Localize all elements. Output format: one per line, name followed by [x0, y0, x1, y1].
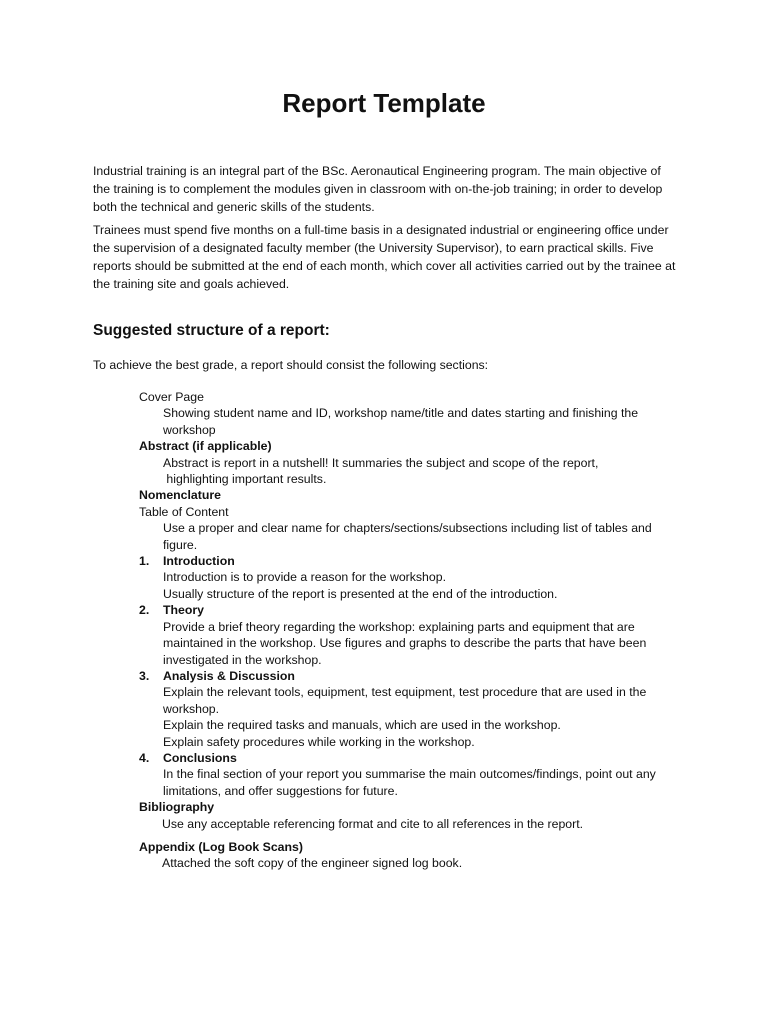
intro-paragraph-2: Trainees must spend five months on a full-time basis in a designated industrial or engineering office under the supervision of a designated faculty member (the University Supervisor), to earn practical skills. Five reports should be submitted at the end of each month, which cover all activities carried out by the trainee at the training site and goals achieved. [93, 223, 676, 291]
abstract-label: Abstract (if applicable) [139, 439, 272, 454]
bibliography-desc: Use any acceptable referencing format and cite to all references in the report. [162, 816, 584, 831]
report-structure-outline [139, 389, 676, 872]
analysis-label: Analysis & Discussion [163, 668, 295, 683]
conclusions-desc: In the final section of your report you summarise the main outcomes/findings, point out any limitations, and offer suggestions for future. [163, 767, 656, 798]
cover-page-label: Cover Page [139, 390, 204, 404]
introduction-number: 1. [139, 554, 150, 569]
analysis-number: 3. [139, 668, 150, 683]
abstract-desc-line-1: Abstract is report in a nutshell! It summaries the subject and scope of the report, [163, 455, 599, 470]
nomenclature-label: Nomenclature [139, 488, 222, 503]
conclusions-number: 4. [139, 750, 150, 765]
theory-desc: Provide a brief theory regarding the workshop: explaining parts and equipment that are maintained in the workshop. Use figures and graphs to describe the parts that have been investigated in the workshop. [163, 619, 647, 667]
analysis-desc-3: Explain safety procedures while working in the workshop. [163, 734, 475, 749]
toc-desc: Use a proper and clear name for chapters/sections/subsections including list of tables and figure. [163, 521, 652, 552]
theory-label: Theory [163, 603, 204, 618]
analysis-desc-1: Explain the relevant tools, equipment, test equipment, test procedure that are used in the workshop. [163, 685, 647, 716]
section-heading: Suggested structure of a report: [93, 322, 330, 339]
spacer [139, 832, 676, 839]
cover-page-desc: Showing student name and ID, workshop name/title and dates starting and finishing the workshop [163, 406, 639, 437]
abstract-desc-line-2: highlighting important results. [163, 472, 327, 487]
intro-paragraph-1: Industrial training is an integral part of the BSc. Aeronautical Engineering program. The main objective of the training is to complement the modules given in classroom with on-the-job training; in order to develop both the technical and generic skills of the students. [93, 164, 663, 214]
introduction-desc-2: Usually structure of the report is presented at the end of the introduction. [163, 586, 558, 601]
appendix-desc: Attached the soft copy of the engineer signed log book. [162, 856, 463, 871]
conclusions-label: Conclusions [163, 750, 237, 765]
page-title: Report Template [282, 88, 486, 118]
conclusions-heading [139, 750, 676, 766]
toc-label: Table of Content [139, 504, 229, 519]
introduction-heading [139, 553, 676, 569]
analysis-desc-2: Explain the required tasks and manuals, which are used in the workshop. [163, 718, 561, 733]
theory-heading [139, 602, 676, 618]
section-lead: To achieve the best grade, a report should consist the following sections: [93, 358, 489, 372]
theory-number: 2. [139, 603, 150, 618]
bibliography-label: Bibliography [139, 800, 215, 815]
analysis-heading [139, 668, 676, 684]
introduction-desc-1: Introduction is to provide a reason for the workshop. [163, 570, 446, 585]
appendix-label: Appendix (Log Book Scans) [139, 839, 303, 854]
introduction-label: Introduction [163, 554, 235, 569]
